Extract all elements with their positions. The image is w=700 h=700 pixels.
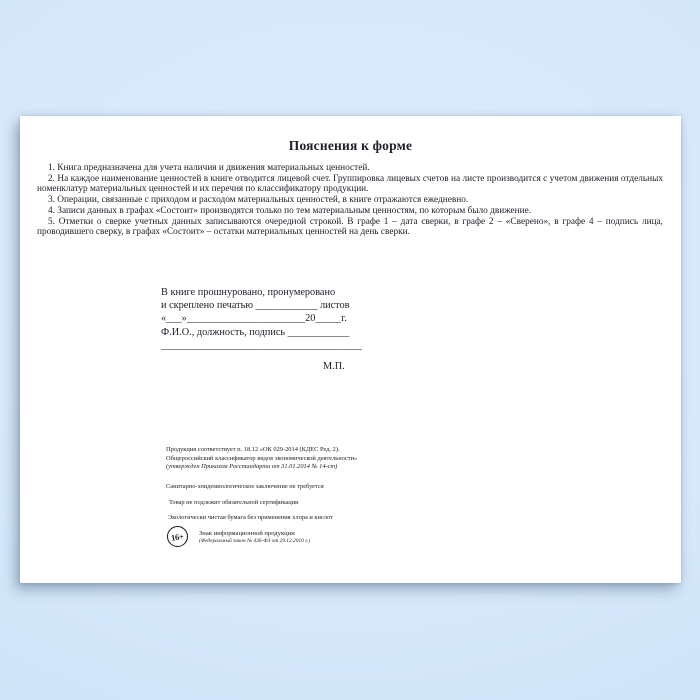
binding-line-3: «___»_______________________20_____г. xyxy=(161,313,347,325)
binding-line-2: и скреплено печатью ____________ листов xyxy=(161,300,350,312)
age-mark-law: (Федеральный закон № 436-ФЗ от 29.12.2010 г.) xyxy=(199,537,311,544)
classifier-note-line-3: (утвержден Приказом Росстандарта от 31.01.2014 № 14-ст) xyxy=(166,463,338,471)
classifier-note-line-1: Продукция соответствует п. 18.12 «ОК 029-2014 (КДЕС Ред. 2). xyxy=(166,446,340,453)
classifier-note xyxy=(166,446,357,472)
instruction-paragraph-5: 5. Отметки о сверке учетных данных записываются очередной строкой. В графе 1 – дата сверки, в графе 2 – «Сверено», в графе 4 – подпись лица, проводившего сверку, в графах «Состоит» – остатки материальных ценностей на день сверки. xyxy=(37,216,663,238)
instructions-block xyxy=(37,163,663,238)
age-16-plus-icon xyxy=(167,526,188,547)
binding-line-4: Ф.И.О., должность, подпись ____________ xyxy=(161,326,350,338)
binding-line-1: В книге прошнуровано, пронумеровано xyxy=(161,287,336,298)
age-mark-text-block xyxy=(199,530,310,544)
age-16-plus-text: 16+ xyxy=(170,530,185,543)
stamp-place-label: М.П. xyxy=(323,361,345,372)
eco-paper-note: Экологически чистая бумага без применения хлора и кислот xyxy=(168,514,333,521)
age-mark-label: Знак информационной продукции xyxy=(199,529,295,537)
instruction-paragraph-1: 1. Книга предназначена для учета наличия и движения материальных ценностей. xyxy=(48,163,370,173)
instruction-paragraph-3: 3. Операции, связанные с приходом и расходом материальных ценностей, в книге отражаются ежедневно. xyxy=(48,195,469,206)
instruction-paragraph-2: 2. На каждое наименование ценностей в книге отводится лицевой счет. Группировка лицевых счетов на листе производится с учетом движения отдельных номенклатур материальных ценностей и их перечня по классификатору продукции. xyxy=(37,173,663,195)
instruction-paragraph-4: 4. Записи данных в графах «Состоит» производятся только по тем материальным ценностям, по которым было движение. xyxy=(48,205,532,216)
document-page xyxy=(20,116,681,583)
sanitary-note: Санитарно-эпидемиологическое заключение не требуется xyxy=(166,483,324,490)
certification-note: Товар не подлежит обязательной сертификации xyxy=(169,499,299,506)
page-title: Пояснения к форме xyxy=(288,138,413,153)
classifier-note-line-2: Общероссийский классификатор видов экономической деятельности» xyxy=(166,454,358,462)
age-mark-row xyxy=(167,526,310,547)
binding-line-5: _______________________________________ xyxy=(161,339,362,351)
binding-certification-block xyxy=(161,286,362,352)
